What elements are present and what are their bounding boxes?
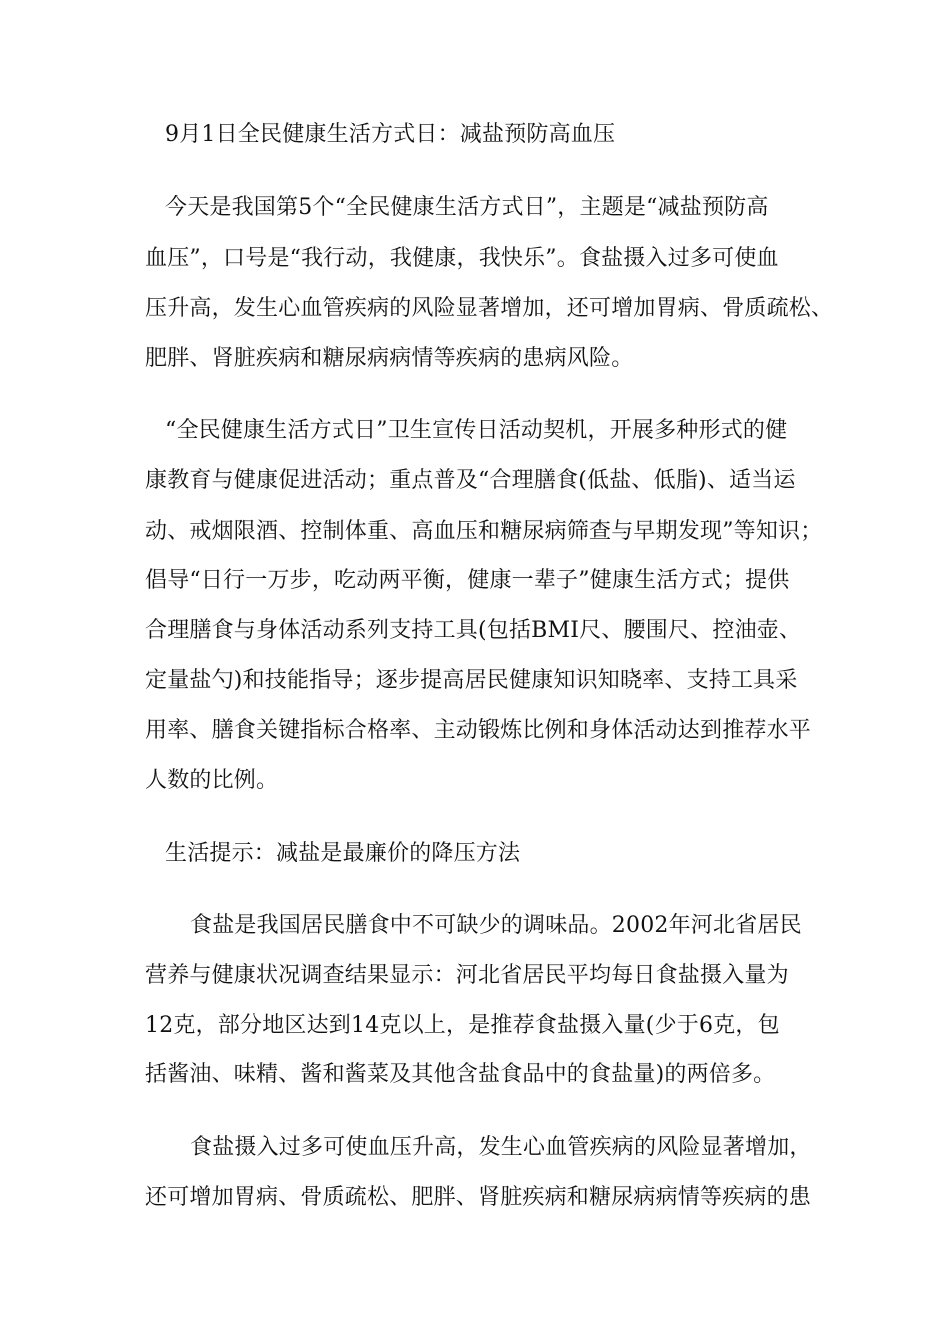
paragraph-line: 12克，部分地区达到14克以上，是推荐食盐摄入量(少于6克，包 <box>145 1013 780 1038</box>
paragraph-line: 倡导“日行一万步，吃动两平衡，健康一辈子”健康生活方式；提供 <box>145 568 790 593</box>
paragraph-line: 今天是我国第5个“全民健康生活方式日”，主题是“减盐预防高 <box>165 195 769 220</box>
paragraph-line: 血压”，口号是“我行动，我健康，我快乐”。食盐摄入过多可使血 <box>145 246 779 271</box>
paragraph-line: 还可增加胃病、骨质疏松、肥胖、肾脏疾病和糖尿病病情等疾病的患 <box>145 1185 812 1210</box>
section-subheading: 生活提示：减盐是最廉价的降压方法 <box>165 841 521 866</box>
paragraph-line: 合理膳食与身体活动系列支持工具(包括BMI尺、腰围尺、控油壶、 <box>145 618 802 643</box>
paragraph-line: 动、戒烟限酒、控制体重、高血压和糖尿病筛查与早期发现”等知识； <box>145 519 823 544</box>
document-title: 9月1日全民健康生活方式日：减盐预防高血压 <box>165 122 616 147</box>
paragraph-line: 括酱油、味精、酱和酱菜及其他含盐食品中的食盐量)的两倍多。 <box>145 1062 776 1087</box>
paragraph-line: 定量盐勺)和技能指导；逐步提高居民健康知识知晓率、支持工具采 <box>145 668 798 693</box>
paragraph-line: 康教育与健康促进活动；重点普及“合理膳食(低盐、低脂)、适当运 <box>145 468 796 493</box>
paragraph-line: 食盐是我国居民膳食中不可缺少的调味品。2002年河北省居民 <box>190 913 802 938</box>
paragraph-line: “全民健康生活方式日”卫生宣传日活动契机，开展多种形式的健 <box>165 418 788 443</box>
paragraph-line: 营养与健康状况调查结果显示：河北省居民平均每日食盐摄入量为 <box>145 963 789 988</box>
paragraph-line: 食盐摄入过多可使血压升高，发生心血管疾病的风险显著增加， <box>190 1135 812 1160</box>
paragraph-line: 压升高，发生心血管疾病的风险显著增加，还可增加胃病、骨质疏松、 <box>145 296 834 321</box>
paragraph-line: 人数的比例。 <box>145 768 279 793</box>
paragraph-line: 肥胖、肾脏疾病和糖尿病病情等疾病的患病风险。 <box>145 346 634 371</box>
paragraph-line: 用率、膳食关键指标合格率、主动锻炼比例和身体活动达到推荐水平 <box>145 718 812 743</box>
